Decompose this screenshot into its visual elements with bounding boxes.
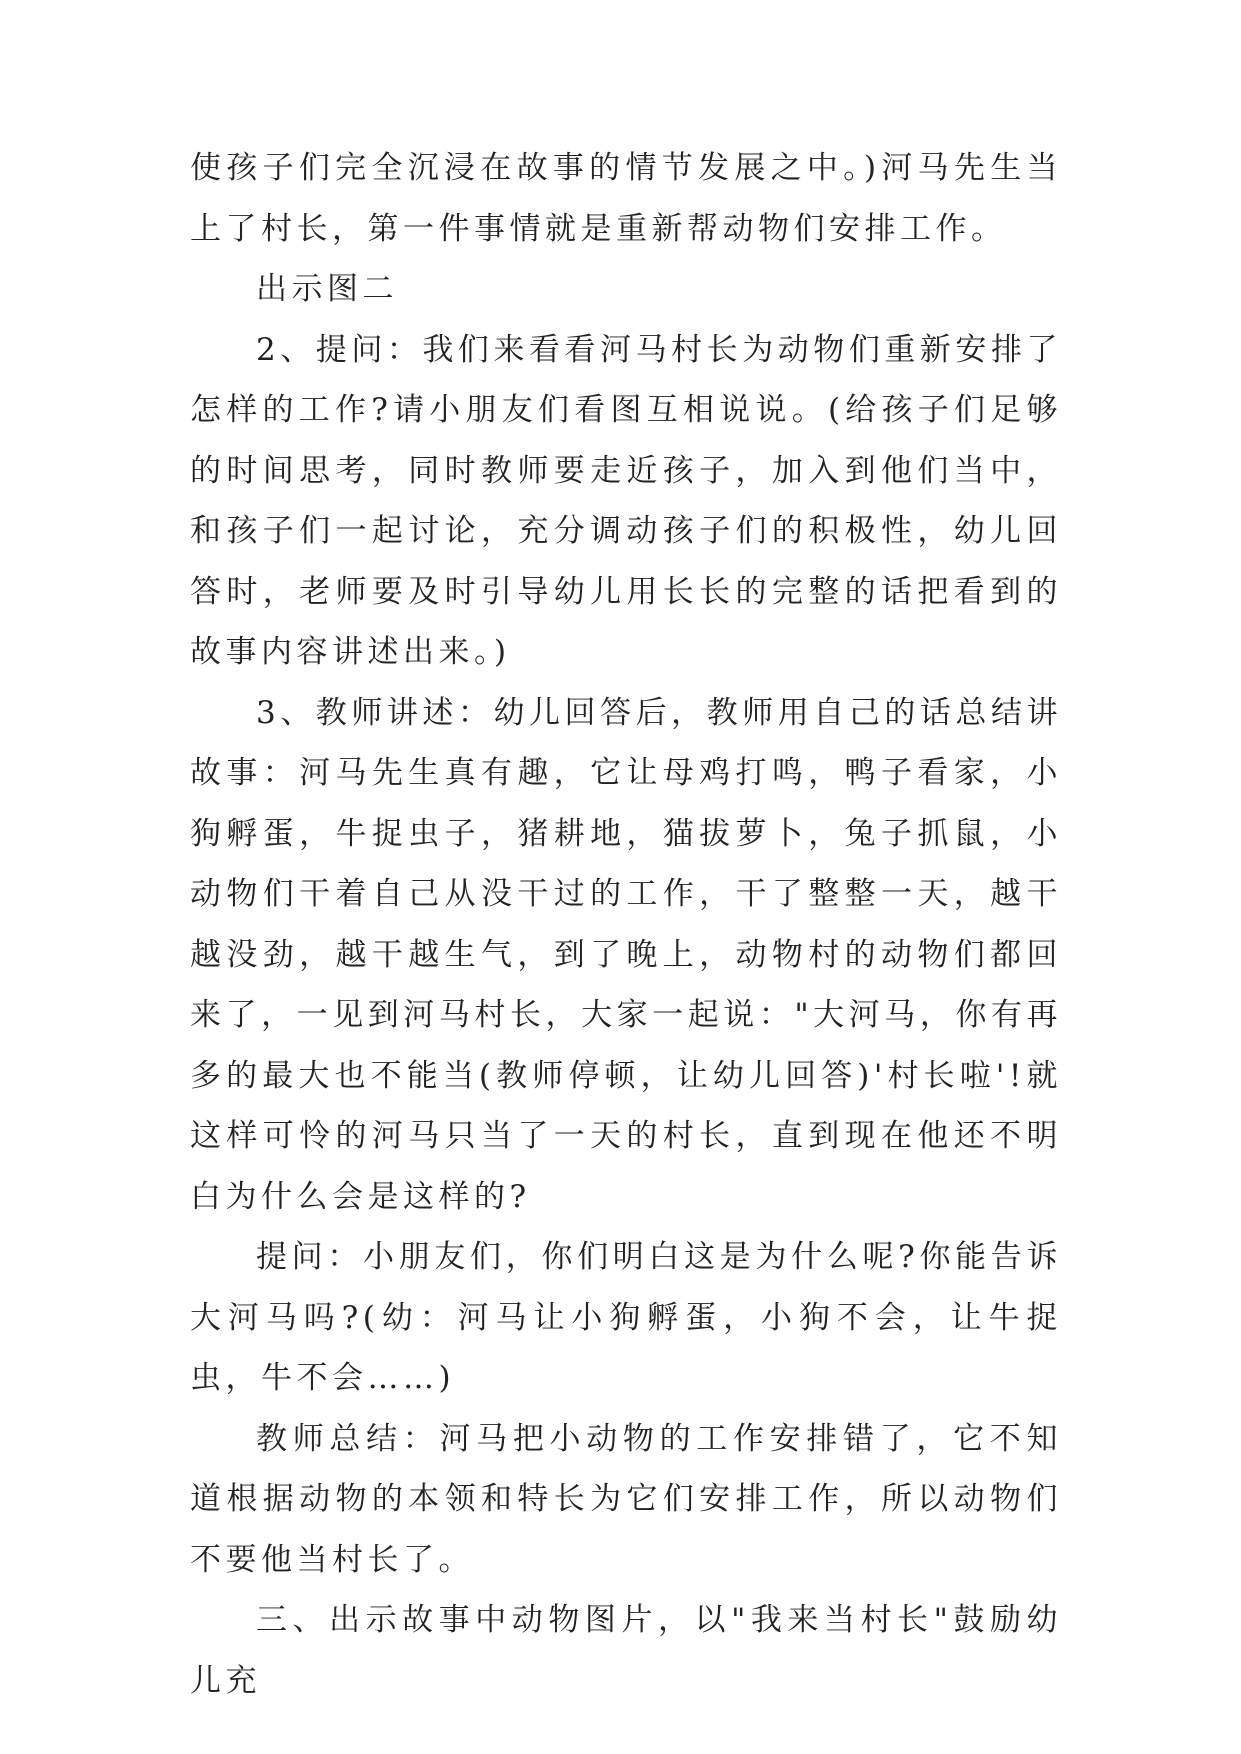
- paragraph-7: 三、出示故事中动物图片，以"我来当村长"鼓励幼儿充: [190, 1602, 1062, 1699]
- paragraph-3: 2、提问：我们来看看河马村长为动物们重新安排了怎样的工作?请小朋友们看图互相说说。(给孩子们足够的时间思考，同时教师要走近孩子，加入到他们当中，和孩子们一起讨论，充分调动孩子们的积极性，幼儿回答时，老师要及时引导幼儿用长长的完整的话把看到的故事内容讲述出来。): [190, 331, 1062, 670]
- paragraph-2: 出示图二: [256, 271, 398, 307]
- paragraph-6: 教师总结：河马把小动物的工作安排错了，它不知道根据动物的本领和特长为它们安排工作，所以动物们不要他当村长了。: [190, 1420, 1062, 1578]
- document-body: [190, 138, 1062, 1711]
- paragraph-1: 使孩子们完全沉浸在故事的情节发展之中。)河马先生当上了村长，第一件事情就是重新帮动物们安排工作。: [190, 150, 1062, 247]
- paragraph-5: 提问：小朋友们，你们明白这是为什么呢?你能告诉大河马吗?(幼：河马让小狗孵蛋，小狗不会，让牛捉虫，牛不会……): [190, 1239, 1062, 1396]
- paragraph-4: 3、教师讲述：幼儿回答后，教师用自己的话总结讲故事：河马先生真有趣，它让母鸡打鸣，鸭子看家，小狗孵蛋，牛捉虫子，猪耕地，猫拔萝卜，兔子抓鼠，小动物们干着自己从没干过的工作，干了整整一天，越干越没劲，越干越生气，到了晚上，动物村的动物们都回来了，一见到河马村长，大家一起说："大河马，你有再多的最大也不能当(教师停顿，让幼儿回答)'村长啦'!就这样可怜的河马只当了一天的村长，直到现在他还不明白为什么会是这样的?: [190, 694, 1062, 1215]
